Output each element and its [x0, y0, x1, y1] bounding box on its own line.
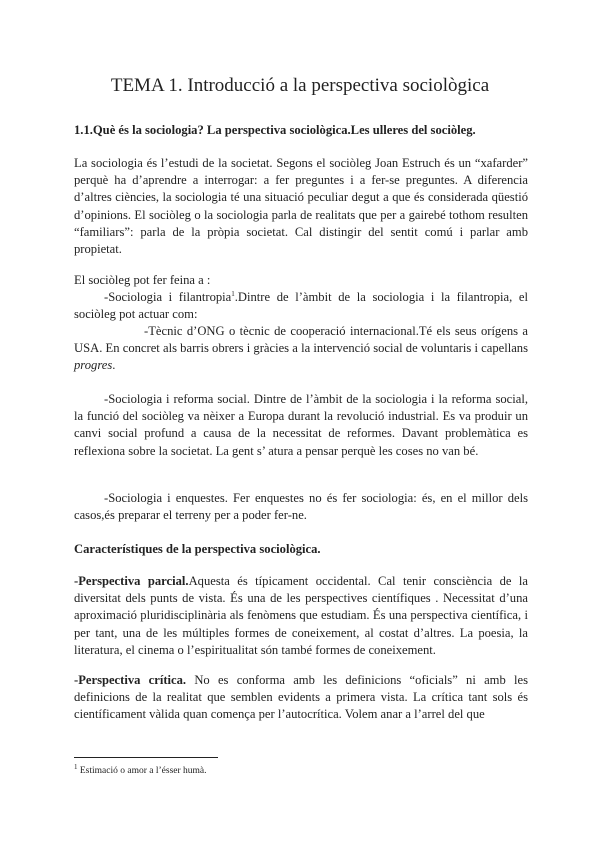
- item1-sub-text: -Tècnic d’ONG o tècnic de cooperació internacional.Té els seus orígens a USA. En concret als barris obrers i gràcies a la intervenció social de voluntaris i capellans: [74, 324, 528, 356]
- item1-rest: .Dintre de l’àmbit de la sociologia i la filantropia, el sociòleg pot actuar com:: [74, 290, 528, 322]
- footnote-mark: 1: [74, 762, 78, 771]
- list-item-reforma: -Sociologia i reforma social. Dintre de l’àmbit de la sociologia i la reforma social, la funció del sociòleg va nèixer a Europa durant la revolució industrial. Es va produir un canvi social profund a causa de la necessitat de reformes. Davant problemàtica es reflexiona sobre la societat. La gent s’ atura a pensar perquè les coses no van bé.: [74, 392, 528, 458]
- work-intro: El sociòleg pot fer feina a :: [74, 273, 211, 287]
- footnote-divider: [74, 757, 218, 758]
- list-item-enquestes: -Sociologia i enquestes. Fer enquestes no és fer sociologia: és, en el millor dels casos,és preparar el terreny per a poder fer-ne.: [74, 491, 528, 523]
- section-heading-1: 1.1.Què és la sociologia? La perspectiva sociològica.Les ulleres del sociòleg.: [74, 123, 476, 137]
- item1-text: -Sociologia i filantropia: [104, 290, 232, 304]
- footnote-text: Estimació o amor a l’ésser humà.: [77, 766, 207, 776]
- section-heading-2: Característiques de la perspectiva sociològica.: [74, 542, 321, 556]
- footnote: [74, 762, 207, 777]
- item1-sub-end: .: [112, 358, 116, 373]
- char1-label: -Perspectiva parcial.: [74, 574, 189, 588]
- list-item-filantropia: [74, 289, 528, 323]
- characteristic-parcial: [74, 573, 528, 659]
- characteristic-critica: [74, 672, 528, 724]
- item1-sub-italic: progres: [74, 358, 113, 373]
- char2-text: No es conforma amb les definicions “oficials” ni amb les definicions de la realitat que semblen evidents a primera vista. La crítica tant sols és científicament vàlida quan comença per l’autocrítica. Volem anar a l’arrel del que: [74, 673, 528, 722]
- intro-paragraph: La sociologia és l’estudi de la societat. Segons el sociòleg Joan Estruch és un “xafarder” perquè ha d’aprendre a interrogar: a fer preguntes i a fer-se preguntes. A diferencia d’altres ciències, la sociologia té una situació peculiar degut a que és considerada qüestió d’opinions. El sociòleg o la sociologia parla de realitats que per a gairebé tothom resulten “familiars”: parla de la pròpia societat. Cal distingir del sentit comú i parlar amb propietat.: [74, 156, 528, 257]
- char1-text: Aquesta és típicament occidental. Cal tenir consciència de la diversitat dels punts de vista. És una de les perspectives científiques . Necessitat d’una aproximació pluridisciplinària als fenòmens que estudiam. És una perspectiva científica, i per tant, una de les múltiples formes de coneixement, al costat d’altres. La poesia, la literatura, el cinema o l’espiritualitat són també formes de coneixement.: [74, 574, 528, 657]
- footnote-ref: 1: [231, 289, 235, 298]
- list-subitem-ong: [74, 323, 528, 375]
- char2-label: -Perspectiva crítica.: [74, 673, 187, 687]
- page-title: TEMA 1. Introducció a la perspectiva sociològica: [110, 75, 490, 96]
